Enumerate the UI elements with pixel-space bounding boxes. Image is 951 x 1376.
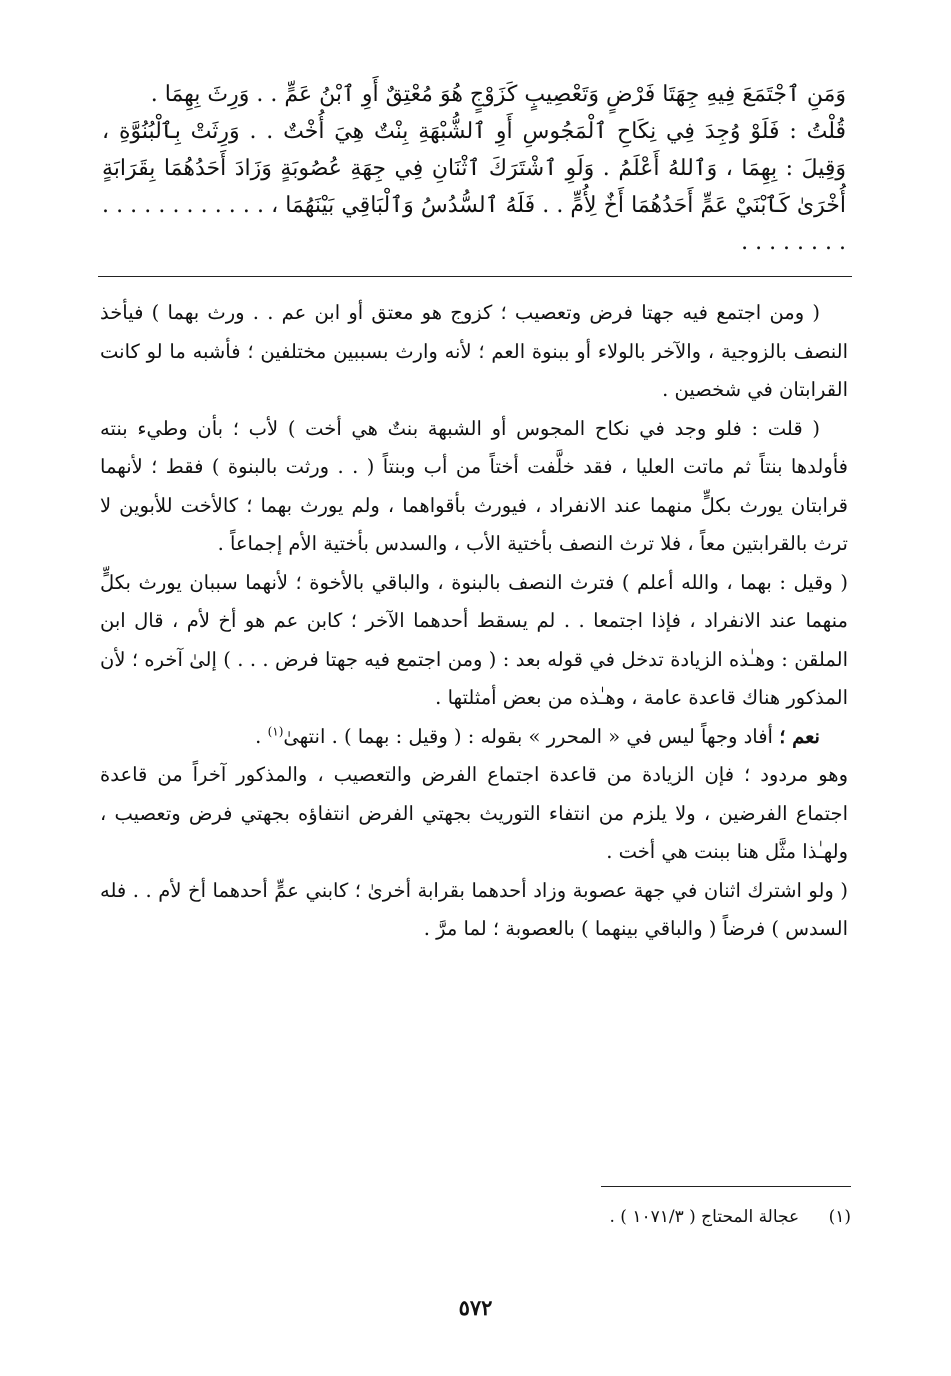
commentary-paragraph-5: وهو مردود ؛ فإن الزيادة من قاعدة اجتماع الفرض والتعصيب ، والمذكور آخراً من قاعدة اجتماع الفرضين ، ولا يلزم من انتفاء التوريث بجهتي الفرض انتفاؤه بجهتي فرض وتعصيب ، ولهـٰذا مثَّل هنا ببنت هي أخت . (100, 763, 848, 863)
commentary-paragraph-4: نعم ؛ أفاد وجهاً ليس في « المحرر » بقوله : ( وقيل : بهما ) . انتهىٰ$^{(١)}$ . (255, 724, 820, 748)
footnote-number: (١) (828, 1207, 851, 1227)
matn-text (102, 76, 846, 261)
commentary-paragraph-6: ( ولو اشترك اثنان في جهة عصوبة وزاد أحدهما بقرابة أخرىٰ ؛ كابني عمٍّ أحدهما أخ لأم . . فله السدس ) فرضاً ( والباقي بينهما ) بالعصوبة ؛ لما مرَّ . (100, 878, 848, 940)
footnote-reference[interactable]: (١) (267, 724, 284, 738)
commentary-paragraph-3: ( وقيل : بهما ، والله أعلم ) فترث النصف بالبنوة ، والباقي بالأخوة ؛ لأنهما سببان يورث بكلٍّ منهما عند الانفراد ، فإذا اجتمعا . . لم يسقط أحدهما الآخر ؛ كابن عم هو أخ لأم ، قال ابن الملقن : وهـٰذه الزيادة تدخل في قوله بعد : ( ومن اجتمع فيه جهتا فرض . . . ) إلىٰ آخره ؛ لأن المذكور هناك قاعدة عامة ، وهـٰذه من بعض أمثلتها . (100, 570, 848, 709)
matn-paragraph-2: قُلْتُ : فَلَوْ وُجِدَ فِي نِكَاحِ ٱلْمَجُوسِ أَوِ ٱلشُّبْهَةِ بِنْتٌ هِيَ أُخْتٌ . . وَرِثَتْ بِٱلْبُنُوَّةِ ، وَقِيلَ : بِهِمَا ، وَٱللهُ أَعْلَمُ . وَلَوِ ٱشْتَرَكَ ٱثْنَانِ فِي جِهَةِ عُصُوبَةٍ وَزَادَ أَحَدُهُمَا بِقَرَابَةٍ أُخْرَىٰ كَٱبْنَيْ عَمٍّ أَحَدُهُمَا أَخٌ لِأُمٍّ . . فَلَهُ ٱلسُّدُسُ وَٱلْبَاقِي بَيْنَهُمَا ، . . . . . . . . . . . . . . . . . . . . (102, 119, 846, 255)
commentary-paragraph-4-text: أفاد وجهاً ليس في « المحرر » بقوله : ( وقيل : بهما ) . انتهىٰ (283, 724, 773, 748)
commentary-paragraph-1: ( ومن اجتمع فيه جهتا فرض وتعصيب ؛ كزوج هو معتق أو ابن عم . . ورث بهما ) فيأخذ النصف بالزوجية ، والآخر بالولاء أو ببنوة العم ؛ لأنه وارث بسببين مختلفين ؛ فأشبه ما لو كانت القرابتان في شخصين . (100, 301, 848, 401)
naam-prefix: نعم ؛ (779, 724, 820, 748)
page-number: ٥٧٢ (458, 1295, 493, 1320)
footnote (103, 1204, 851, 1230)
commentary-paragraph-2: ( قلت : فلو وجد في نكاح المجوس أو الشبهة بنتٌ هي أخت ) لأب ؛ بأن وطيء بنته فأولدها بنتاً ثم ماتت العليا ، فقد خلَّفت أختاً من أب وبنتاً ( . . ورثت بالبنوة ) فقط ؛ لأنهما قرابتان يورث بكلٍّ منهما عند الانفراد ، فيورث بأقواهما ، ولم يورث بهما ؛ كالأخت للأبوين لا ترث بالقرابتين معاً ، فلا ترث النصف بأختية الأب ، والسدس بأختية الأم إجماعاً . (100, 416, 848, 555)
footnote-text: عجالة المحتاج ( ١٠٧١/٣ ) . (609, 1207, 800, 1227)
matn-paragraph-1: وَمَنِ ٱجْتَمَعَ فِيهِ جِهَتَا فَرْضٍ وَتَعْصِيبٍ كَزَوْجٍ هُوَ مُعْتِقٌ أَوِ ٱبْنُ عَمٍّ . . وَرِثَ بِهِمَا . (150, 82, 846, 107)
commentary-text (100, 294, 848, 949)
footnote-divider (601, 1186, 851, 1187)
section-divider (98, 276, 852, 277)
